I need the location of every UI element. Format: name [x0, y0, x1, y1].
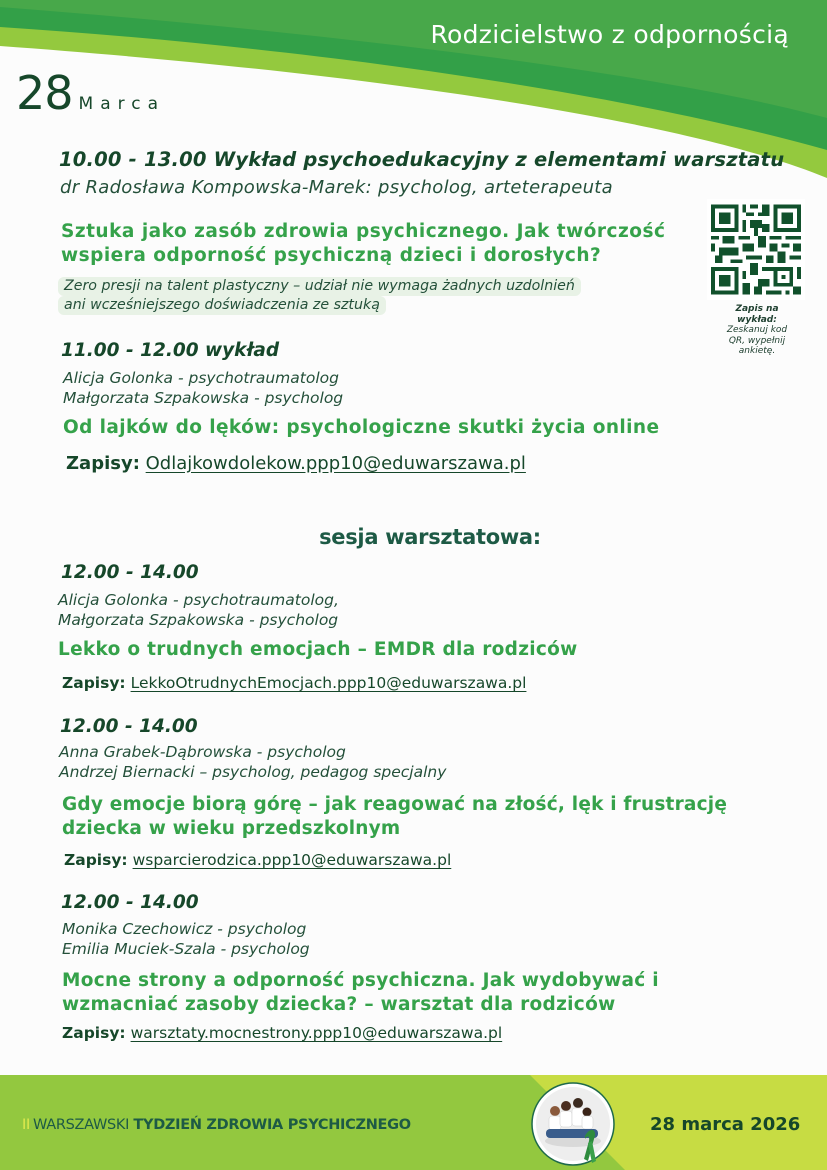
- workshop-3-speaker-2: Emilia Muciek-Szala - psycholog: [62, 940, 310, 958]
- note-line-2: ani wcześniejszego doświadczenia ze sztuką: [58, 296, 386, 315]
- qr-code-icon[interactable]: [707, 199, 805, 300]
- workshop-3-topic-line-2: wzmacniać zasoby dziecka? – warsztat dla rodziców: [62, 994, 616, 1015]
- workshop-2-speaker-1: Anna Grabek-Dąbrowska - psycholog: [59, 743, 346, 761]
- signup-label: Zapisy:: [64, 851, 128, 869]
- qr-caption: [705, 304, 809, 357]
- workshop-3-speakers: [62, 919, 310, 959]
- workshop-3-topic: [62, 969, 659, 1017]
- workshop-2-topic-line-1: Gdy emocje biorą górę – jak reagować na złość, lęk i frustrację: [62, 794, 728, 815]
- workshop-2-topic: [62, 793, 727, 841]
- workshop-1-topic: Lekko o trudnych emocjach – EMDR dla rodziców: [58, 639, 578, 660]
- lecture-1-topic-line-1: Sztuka jako zasób zdrowia psychicznego. Jak twórczość: [61, 221, 666, 242]
- workshop-1-signup: [62, 674, 526, 692]
- footer-date: 28 marca 2026: [650, 1114, 801, 1135]
- workshop-2-topic-line-2: dziecka w wieku przedszkolnym: [62, 818, 401, 839]
- workshop-2-time: 12.00 - 14.00: [60, 716, 198, 737]
- workshop-3-speaker-1: Monika Czechowicz - psycholog: [62, 920, 307, 938]
- lecture-2-speakers: [63, 368, 343, 408]
- signup-label: Zapisy:: [66, 453, 140, 474]
- date-month: Marca: [78, 94, 166, 114]
- workshop-2-speaker-2: Andrzej Biernacki – psycholog, pedagog specjalny: [59, 763, 447, 781]
- signup-email-link[interactable]: Odlajkowdolekow.ppp10@eduwarszawa.pl: [145, 453, 526, 474]
- brand-bold: TYDZIEŃ ZDROWIA PSYCHICZNEGO: [133, 1117, 411, 1133]
- lecture-1-topic: [61, 220, 665, 268]
- lecture-1-topic-line-2: wspiera odporność psychiczną dzieci i dorosłych?: [61, 245, 602, 266]
- note-line-1: Zero presji na talent plastyczny – udział nie wymaga żadnych uzdolnień: [58, 277, 581, 296]
- lecture-2-signup: [66, 453, 526, 474]
- qr-caption-bold-2: wykład:: [737, 314, 777, 325]
- family-photo-icon: [530, 1081, 616, 1169]
- lecture-1-speaker: dr Radosława Kompowska-Marek: psycholog, arteterapeuta: [60, 177, 613, 198]
- workshop-1-speaker-2: Małgorzata Szpakowska - psycholog: [58, 611, 339, 629]
- brand-numeral: II: [22, 1117, 30, 1133]
- workshop-section-title: sesja warsztatowa:: [319, 525, 541, 549]
- lecture-2-speaker-2: Małgorzata Szpakowska - psycholog: [63, 389, 344, 407]
- workshop-3-signup: [62, 1024, 502, 1042]
- page-title: Rodzicielstwo z odpornością: [430, 20, 789, 49]
- qr-caption-line-3: ankietę.: [738, 346, 776, 356]
- lecture-2-topic: Od lajków do lęków: psychologiczne skutki życia online: [63, 417, 660, 438]
- lecture-1-time-title: 10.00 - 13.00 Wykład psychoedukacyjny z elementami warsztatu: [59, 148, 785, 171]
- qr-caption-line-1: Zeskanuj kod: [726, 325, 788, 335]
- workshop-3-time: 12.00 - 14.00: [61, 892, 199, 913]
- workshop-1-speakers: [58, 590, 339, 630]
- workshop-1-time: 12.00 - 14.00: [61, 562, 199, 583]
- signup-label: Zapisy:: [62, 1024, 126, 1042]
- qr-caption-line-2: QR, wypełnij: [728, 335, 786, 346]
- event-date: [16, 66, 165, 120]
- signup-email-link[interactable]: wsparcierodzica.ppp10@eduwarszawa.pl: [132, 851, 452, 869]
- lecture-2-time-title: 11.00 - 12.00 wykład: [61, 340, 280, 361]
- workshop-2-signup: [64, 851, 451, 869]
- footer-brand: [22, 1117, 411, 1133]
- signup-email-link[interactable]: warsztaty.mocnestrony.ppp10@eduwarszawa.pl: [130, 1024, 503, 1042]
- brand-regular: WARSZAWSKI: [32, 1117, 130, 1133]
- date-day: 28: [16, 66, 73, 120]
- workshop-3-topic-line-1: Mocne strony a odporność psychiczna. Jak wydobywać i: [62, 970, 659, 991]
- qr-caption-bold-1: Zapis na: [735, 304, 779, 314]
- signup-label: Zapisy:: [62, 674, 126, 692]
- lecture-2-speaker-1: Alicja Golonka - psychotraumatolog: [63, 369, 339, 387]
- lecture-1-note: [58, 277, 581, 315]
- signup-email-link[interactable]: LekkoOtrudnychEmocjach.ppp10@eduwarszawa.pl: [130, 674, 527, 692]
- workshop-1-speaker-1: Alicja Golonka - psychotraumatolog,: [58, 591, 339, 609]
- workshop-2-speakers: [59, 742, 446, 782]
